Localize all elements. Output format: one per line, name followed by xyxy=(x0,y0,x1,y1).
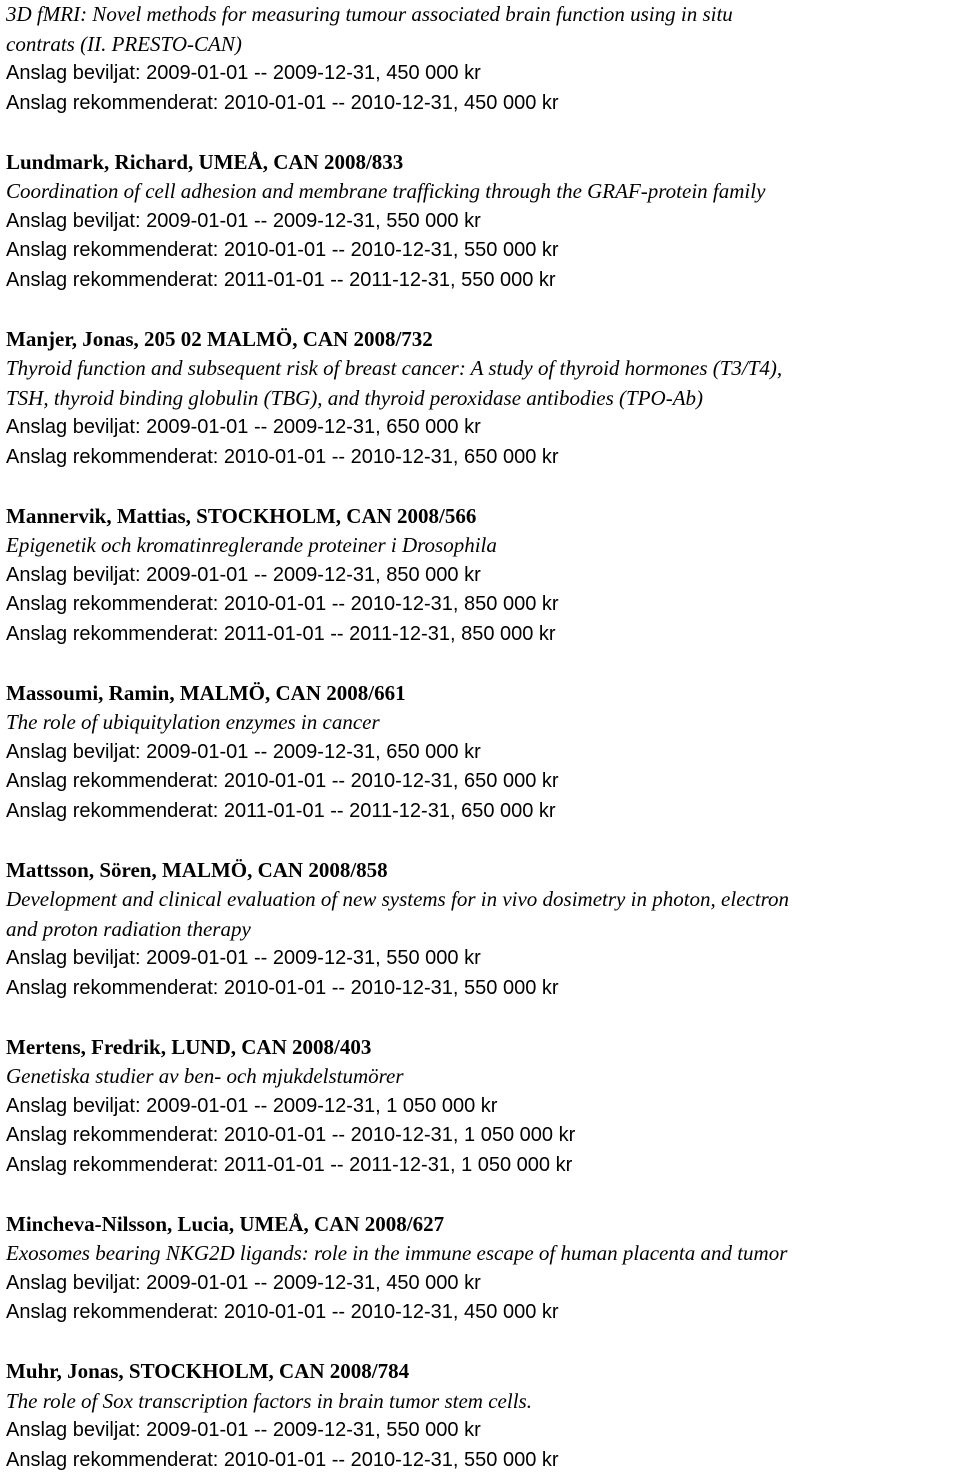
grant-entry xyxy=(6,325,956,473)
grant-amount-line: Anslag beviljat: 2009-01-01 -- 2009-12-31, 550 000 kr xyxy=(6,209,481,232)
grant-entry xyxy=(6,679,956,827)
grant-entry xyxy=(6,1357,956,1475)
project-title-line: Epigenetik och kromatinreglerande proteiner i Drosophila xyxy=(6,533,497,557)
grant-amount-line: Anslag beviljat: 2009-01-01 -- 2009-12-31, 1 050 000 kr xyxy=(6,1094,498,1117)
grant-amount-line: Anslag rekommenderat: 2010-01-01 -- 2010-12-31, 850 000 kr xyxy=(6,593,559,615)
project-title-line: and proton radiation therapy xyxy=(6,916,251,941)
grant-amount-line: Anslag beviljat: 2009-01-01 -- 2009-12-31, 450 000 kr xyxy=(6,1271,481,1294)
project-title-line: Development and clinical evaluation of new systems for in vivo dosimetry in photon, electron xyxy=(6,887,790,911)
grant-amount-line: Anslag rekommenderat: 2010-01-01 -- 2010-12-31, 650 000 kr xyxy=(6,770,559,792)
project-title-line: TSH, thyroid binding globulin (TBG), and thyroid peroxidase antibodies (TPO-Ab) xyxy=(6,385,704,410)
grant-amount-line: Anslag rekommenderat: 2011-01-01 -- 2011-12-31, 1 050 000 kr xyxy=(6,1153,573,1176)
entry-separator xyxy=(6,1328,956,1358)
grant-amount-line: Anslag beviljat: 2009-01-01 -- 2009-12-31, 650 000 kr xyxy=(6,740,481,763)
grant-amount-line: Anslag rekommenderat: 2010-01-01 -- 2010-12-31, 550 000 kr xyxy=(6,976,559,999)
project-title-line: The role of ubiquitylation enzymes in cancer xyxy=(6,710,380,734)
grant-amount-line: Anslag beviljat: 2009-01-01 -- 2009-12-31, 450 000 kr xyxy=(6,62,481,84)
grant-amount-line: Anslag rekommenderat: 2011-01-01 -- 2011-12-31, 550 000 kr xyxy=(6,268,556,291)
applicant-heading: Massoumi, Ramin, MALMÖ, CAN 2008/661 xyxy=(6,680,406,705)
applicant-heading: Mincheva-Nilsson, Lucia, UMEÅ, CAN 2008/627 xyxy=(6,1211,445,1236)
entry-separator xyxy=(6,649,956,679)
grant-amount-line: Anslag beviljat: 2009-01-01 -- 2009-12-31, 650 000 kr xyxy=(6,416,481,438)
grant-amount-line: Anslag rekommenderat: 2011-01-01 -- 2011-12-31, 650 000 kr xyxy=(6,799,556,822)
grant-entry xyxy=(6,502,956,650)
grant-amount-line: Anslag beviljat: 2009-01-01 -- 2009-12-31, 850 000 kr xyxy=(6,563,481,586)
project-title-line: Exosomes bearing NKG2D ligands: role in the immune escape of human placenta and tumor xyxy=(6,1241,788,1265)
grant-amount-line: Anslag beviljat: 2009-01-01 -- 2009-12-31, 550 000 kr xyxy=(6,1419,481,1441)
entry-separator xyxy=(6,295,956,325)
grant-amount-line: Anslag rekommenderat: 2011-01-01 -- 2011-12-31, 850 000 kr xyxy=(6,622,556,645)
grant-entry xyxy=(6,1033,956,1181)
grant-amount-line: Anslag beviljat: 2009-01-01 -- 2009-12-31, 550 000 kr xyxy=(6,947,481,969)
project-title-line: Genetiska studier av ben- och mjukdelstumörer xyxy=(6,1064,404,1088)
applicant-heading: Manjer, Jonas, 205 02 MALMÖ, CAN 2008/732 xyxy=(6,326,433,351)
grant-list-document xyxy=(6,0,956,1475)
project-title-line: Coordination of cell adhesion and membrane trafficking through the GRAF-protein family xyxy=(6,179,766,203)
grant-amount-line: Anslag rekommenderat: 2010-01-01 -- 2010-12-31, 450 000 kr xyxy=(6,1301,559,1323)
grant-amount-line: Anslag rekommenderat: 2010-01-01 -- 2010-12-31, 450 000 kr xyxy=(6,91,559,114)
entry-separator xyxy=(6,1003,956,1033)
applicant-heading: Mertens, Fredrik, LUND, CAN 2008/403 xyxy=(6,1034,372,1059)
entry-separator xyxy=(6,826,956,856)
project-title-line: The role of Sox transcription factors in brain tumor stem cells. xyxy=(6,1388,532,1413)
grant-amount-line: Anslag rekommenderat: 2010-01-01 -- 2010-12-31, 650 000 kr xyxy=(6,445,559,468)
applicant-heading: Mannervik, Mattias, STOCKHOLM, CAN 2008/566 xyxy=(6,503,477,528)
grant-entry xyxy=(6,1210,956,1328)
applicant-heading: Lundmark, Richard, UMEÅ, CAN 2008/833 xyxy=(6,149,404,174)
grant-entry xyxy=(6,148,956,296)
applicant-heading: Mattsson, Sören, MALMÖ, CAN 2008/858 xyxy=(6,857,388,882)
applicant-heading: Muhr, Jonas, STOCKHOLM, CAN 2008/784 xyxy=(6,1359,410,1383)
grant-amount-line: Anslag rekommenderat: 2010-01-01 -- 2010-12-31, 550 000 kr xyxy=(6,1448,559,1471)
project-title-line: contrats (II. PRESTO-CAN) xyxy=(6,31,242,56)
entry-separator xyxy=(6,118,956,148)
project-title-line: 3D fMRI: Novel methods for measuring tumour associated brain function using in situ xyxy=(6,2,733,26)
grant-entry xyxy=(6,856,956,1004)
entry-separator xyxy=(6,1180,956,1210)
grant-amount-line: Anslag rekommenderat: 2010-01-01 -- 2010-12-31, 550 000 kr xyxy=(6,239,559,261)
project-title-line: Thyroid function and subsequent risk of breast cancer: A study of thyroid hormones (T3/T4), xyxy=(6,356,783,380)
grant-entry xyxy=(6,0,956,118)
entry-separator xyxy=(6,472,956,502)
grant-amount-line: Anslag rekommenderat: 2010-01-01 -- 2010-12-31, 1 050 000 kr xyxy=(6,1124,576,1146)
